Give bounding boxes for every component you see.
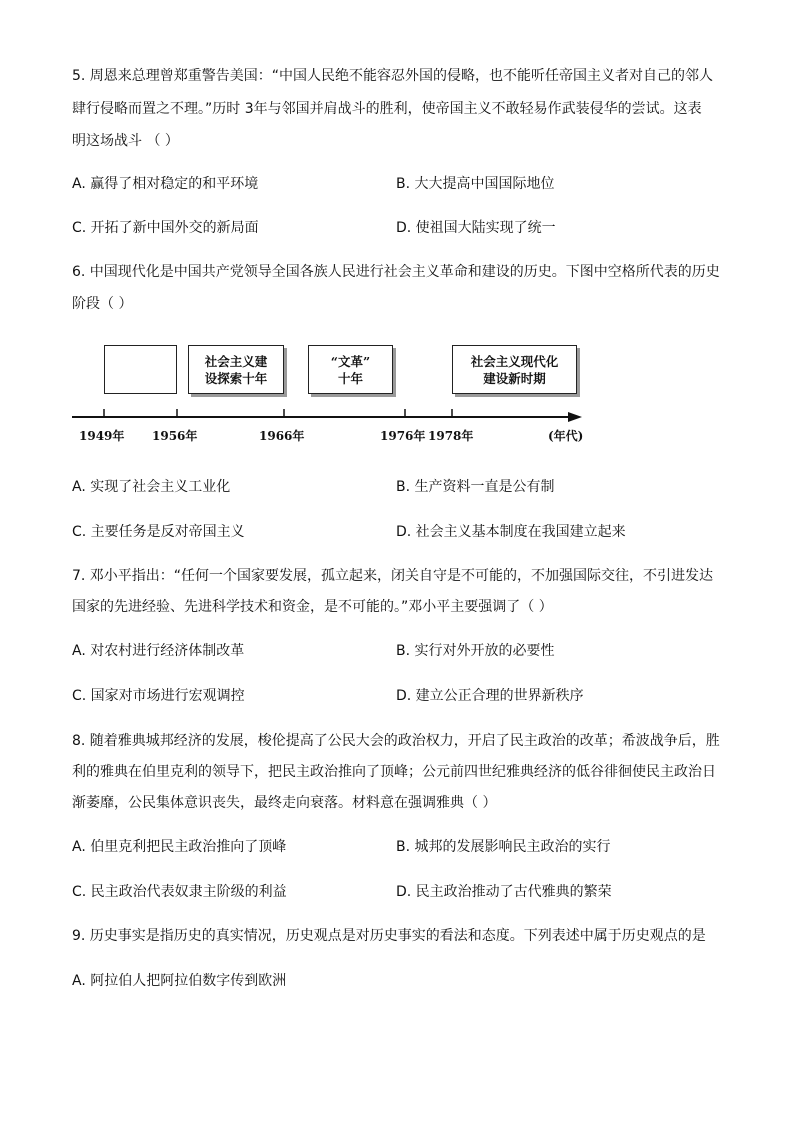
q5-option-b: B. 大大提高中国国际地位 [396, 176, 555, 192]
q8-stem-line1: 8. 随着雅典城邦经济的发展，梭伦提高了公民大会的政治权力，开启了民主政治的改革；希波战争后，胜 [72, 733, 720, 749]
q8-option-c: C. 民主政治代表奴隶主阶级的利益 [72, 884, 287, 900]
q5-option-a: A. 赢得了相对稳定的和平环境 [72, 176, 259, 192]
q8-stem-line3: 渐萎靡，公民集体意识丧失，最终走向衰落。材料意在强调雅典（ ） [72, 795, 497, 811]
q7-option-b: B. 实行对外开放的必要性 [396, 643, 555, 659]
q7-option-d: D. 建立公正合理的世界新秩序 [396, 688, 584, 704]
q6-option-d: D. 社会主义基本制度在我国建立起来 [396, 524, 626, 540]
q9-stem-line1: 9. 历史事实是指历史的真实情况，历史观点是对历史事实的看法和态度。下列表述中属于历史观点的是 [72, 928, 706, 944]
q5-stem-line2: 肆行侵略而置之不理。”历时 3年与邻国并肩战斗的胜利，使帝国主义不敢轻易作武装侵华的尝试。这表 [72, 101, 702, 117]
timeline-year-1978: 1978年 [428, 429, 474, 443]
timeline-year-1966: 1966年 [259, 429, 305, 443]
q9-option-a: A. 阿拉伯人把阿拉伯数字传到欧洲 [72, 973, 287, 989]
q6-stem-line2: 阶段（ ） [72, 296, 133, 312]
q5-option-d: D. 使祖国大陆实现了统一 [396, 220, 556, 236]
timeline-year-1956: 1956年 [152, 429, 198, 443]
q7-option-a: A. 对农村进行经济体制改革 [72, 643, 245, 659]
q8-option-d: D. 民主政治推动了古代雅典的繁荣 [396, 884, 612, 900]
q8-option-b: B. 城邦的发展影响民主政治的实行 [396, 839, 611, 855]
timeline-box-exploration-line1: 社会主义建 [204, 353, 268, 369]
timeline-box-exploration-line2: 设探索十年 [204, 370, 268, 386]
q5-stem-line3: 明这场战斗 （ ） [72, 133, 179, 149]
timeline-box-mod-line2: 建设新时期 [483, 370, 546, 386]
q5-option-c: C. 开拓了新中国外交的新局面 [72, 220, 259, 236]
timeline-box-cr-line1: “文革” [330, 353, 371, 369]
q7-stem-line1: 7. 邓小平指出：“任何一个国家要发展，孤立起来，闭关自守是不可能的，不加强国际交往，不引进发达 [72, 568, 714, 584]
q6-option-c: C. 主要任务是反对帝国主义 [72, 524, 245, 540]
timeline-box-cr-line2: 十年 [337, 370, 363, 386]
q8-option-a: A. 伯里克利把民主政治推向了顶峰 [72, 839, 287, 855]
q6-option-b: B. 生产资料一直是公有制 [396, 479, 555, 495]
timeline-year-1949: 1949年 [79, 429, 125, 443]
q7-stem-line2: 国家的先进经验、先进科学技术和资金，是不可能的。”邓小平主要强调了（ ） [72, 599, 553, 615]
q8-stem-line2: 利的雅典在伯里克利的领导下，把民主政治推向了顶峰；公元前四世纪雅典经济的低谷徘徊使民主政治日 [72, 764, 716, 780]
timeline-year-1976: 1976年 [380, 429, 426, 443]
timeline-box-mod-line1: 社会主义现代化 [470, 353, 559, 369]
q6-option-a: A. 实现了社会主义工业化 [72, 479, 231, 495]
timeline-axis [0, 0, 794, 460]
timeline-axis-unit: (年代) [548, 429, 584, 443]
q6-stem-line1: 6. 中国现代化是中国共产党领导全国各族人民进行社会主义革命和建设的历史。下图中空格所代表的历史 [72, 264, 720, 280]
q5-stem-line1: 5. 周恩来总理曾郑重警告美国：“中国人民绝不能容忍外国的侵略，也不能听任帝国主义者对自己的邻人 [72, 68, 714, 84]
q7-option-c: C. 国家对市场进行宏观调控 [72, 688, 245, 704]
timeline-axis-arrow [568, 412, 582, 422]
